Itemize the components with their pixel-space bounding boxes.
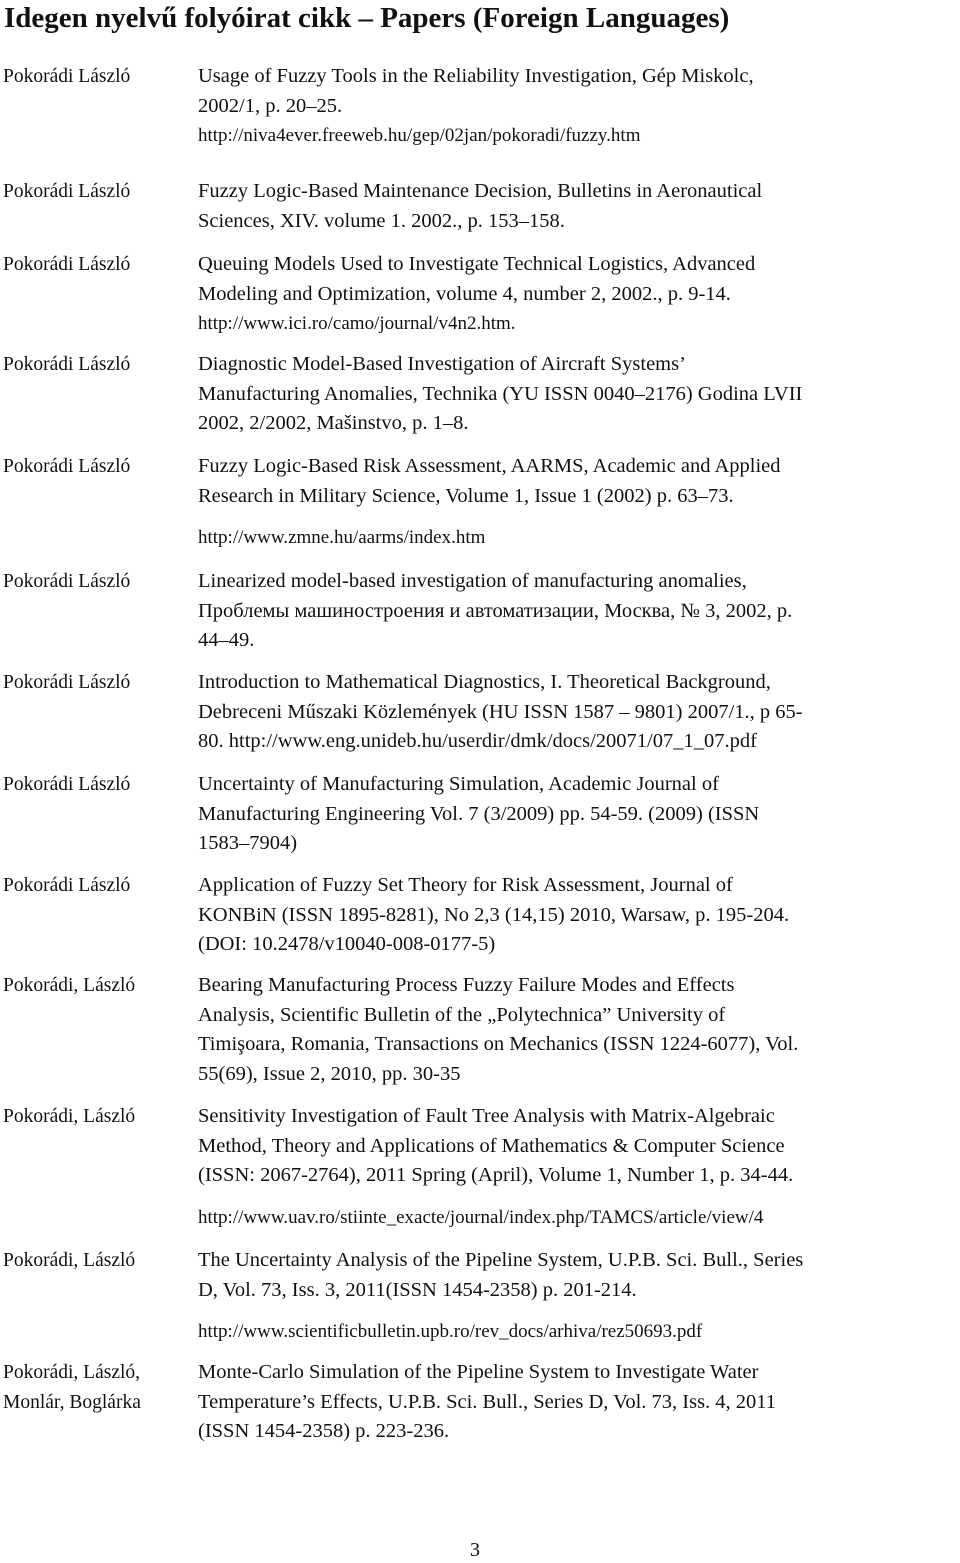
entry-url-link[interactable]: http://www.scientificbulletin.upb.ro/rev_docs/arhiva/rez50693.pdf — [198, 1321, 703, 1342]
entry-citation — [198, 177, 960, 236]
citation-line: Fuzzy Logic-Based Maintenance Decision, Bulletins in Aeronautical — [198, 180, 763, 202]
citation-line: 2002/1, p. 20–25. — [198, 94, 343, 117]
citation-line: Bearing Manufacturing Process Fuzzy Failure Modes and Effects — [198, 974, 735, 996]
entry-citation — [198, 452, 960, 553]
entry-author: Pokorádi László — [3, 672, 131, 693]
citation-line: Modeling and Optimization, volume 4, number 2, 2002., p. 9-14. — [198, 282, 731, 305]
citation-line: (ISSN: 2067-2764), 2011 Spring (April), Volume 1, Number 1, p. 34-44. — [198, 1164, 794, 1186]
citation-line: Sciences, XIV. volume 1. 2002., p. 153–158. — [198, 209, 565, 232]
entry-citation — [198, 567, 960, 656]
citation-line: Проблемы машиностроения и автоматизации, Москва, № 3, 2002, p. — [198, 599, 793, 622]
citation-line: Analysis, Scientific Bulletin of the „Polytechnica” University of — [198, 1003, 726, 1026]
entry-url-link[interactable]: http://www.ici.ro/camo/journal/v4n2.htm. — [198, 313, 516, 334]
entry-citation — [198, 668, 960, 757]
citation-line: KONBiN (ISSN 1895-8281), No 2,3 (14,15) 2010, Warsaw, p. 195-204. — [198, 903, 790, 926]
citation-line: (ISSN 1454-2358) p. 223-236. — [198, 1420, 450, 1442]
citation-line: (DOI: 10.2478/v10040-008-0177-5) — [198, 933, 496, 955]
citation-line: 44–49. — [198, 629, 255, 651]
entry-author: Pokorádi László — [3, 571, 131, 592]
page-number: 3 — [470, 1539, 480, 1561]
citation-line: Usage of Fuzzy Tools in the Reliability Investigation, Gép Miskolc, — [198, 65, 754, 87]
citation-line: Temperature’s Effects, U.P.B. Sci. Bull., Series D, Vol. 73, Iss. 4, 2011 — [198, 1390, 777, 1413]
citation-line: D, Vol. 73, Iss. 3, 2011(ISSN 1454-2358) p. 201-214. — [198, 1278, 637, 1301]
entry-citation — [198, 1358, 960, 1447]
entry-url-link[interactable]: http://www.uav.ro/stiinte_exacte/journal/index.php/TAMCS/article/view/4 — [198, 1206, 764, 1228]
entry-author: Pokorádi, László — [3, 975, 136, 996]
citation-line: Manufacturing Anomalies, Technika (YU ISSN 0040–2176) Godina LVII — [198, 382, 803, 405]
citation-line: Debreceni Műszaki Közlemények (HU ISSN 1587 – 9801) 2007/1., p 65- — [198, 700, 803, 723]
page-title: Idegen nyelvű folyóirat cikk – Papers (Foreign Languages) — [4, 2, 730, 34]
entry-citation — [198, 770, 960, 859]
citation-line: Fuzzy Logic-Based Risk Assessment, AARMS, Academic and Applied — [198, 455, 781, 477]
citation-line: Uncertainty of Manufacturing Simulation, Academic Journal of — [198, 773, 719, 795]
entry-author: Pokorádi László — [3, 774, 131, 795]
entry-citation — [198, 350, 960, 439]
entry-author: Pokorádi László — [3, 875, 131, 896]
entry-citation — [198, 62, 960, 151]
citation-line: Sensitivity Investigation of Fault Tree Analysis with Matrix-Algebraic — [198, 1105, 775, 1127]
entry-author: Pokorádi László — [3, 66, 131, 87]
entry-author: Pokorádi, László — [3, 1250, 136, 1271]
entry-url-link[interactable]: http://www.zmne.hu/aarms/index.htm — [198, 527, 486, 548]
citation-line: Queuing Models Used to Investigate Technical Logistics, Advanced — [198, 253, 756, 275]
citation-line: Manufacturing Engineering Vol. 7 (3/2009) pp. 54-59. (2009) (ISSN — [198, 802, 760, 825]
entry-citation — [198, 250, 960, 339]
citation-line: The Uncertainty Analysis of the Pipeline System, U.P.B. Sci. Bull., Series — [198, 1249, 804, 1271]
entry-citation — [198, 1246, 960, 1347]
citation-line: Method, Theory and Applications of Mathematics & Computer Science — [198, 1134, 785, 1157]
citation-line: Research in Military Science, Volume 1, Issue 1 (2002) p. 63–73. — [198, 484, 734, 507]
citation-line: Timişoara, Romania, Transactions on Mechanics (ISSN 1224-6077), Vol. — [198, 1033, 799, 1055]
entry-citation — [198, 871, 960, 960]
entry-author: Pokorádi, László — [3, 1106, 136, 1127]
entry-author: Pokorádi, László, Monlár, Boglárka — [3, 1362, 141, 1413]
entry-citation — [198, 971, 960, 1089]
citation-line: Linearized model-based investigation of manufacturing anomalies, — [198, 570, 747, 592]
entry-author: Pokorádi László — [3, 354, 131, 375]
citation-line: Introduction to Mathematical Diagnostics, I. Theoretical Background, — [198, 671, 771, 693]
citation-line: 2002, 2/2002, Mašinstvo, p. 1–8. — [198, 412, 469, 434]
citation-line: Application of Fuzzy Set Theory for Risk Assessment, Journal of — [198, 874, 733, 896]
citation-line: 1583–7904) — [198, 832, 298, 854]
entry-author: Pokorádi László — [3, 456, 131, 477]
citation-line: Diagnostic Model-Based Investigation of Aircraft Systems’ — [198, 353, 686, 375]
citation-line: 80. http://www.eng.unideb.hu/userdir/dmk/docs/20071/07_1_07.pdf — [198, 730, 757, 752]
entry-author: Pokorádi László — [3, 181, 131, 202]
entry-citation — [198, 1102, 960, 1232]
citation-line: 55(69), Issue 2, 2010, pp. 30-35 — [198, 1062, 461, 1085]
entry-author: Pokorádi László — [3, 254, 131, 275]
entry-url-link[interactable]: http://niva4ever.freeweb.hu/gep/02jan/pokoradi/fuzzy.htm — [198, 125, 641, 146]
citation-line: Monte-Carlo Simulation of the Pipeline System to Investigate Water — [198, 1361, 759, 1383]
